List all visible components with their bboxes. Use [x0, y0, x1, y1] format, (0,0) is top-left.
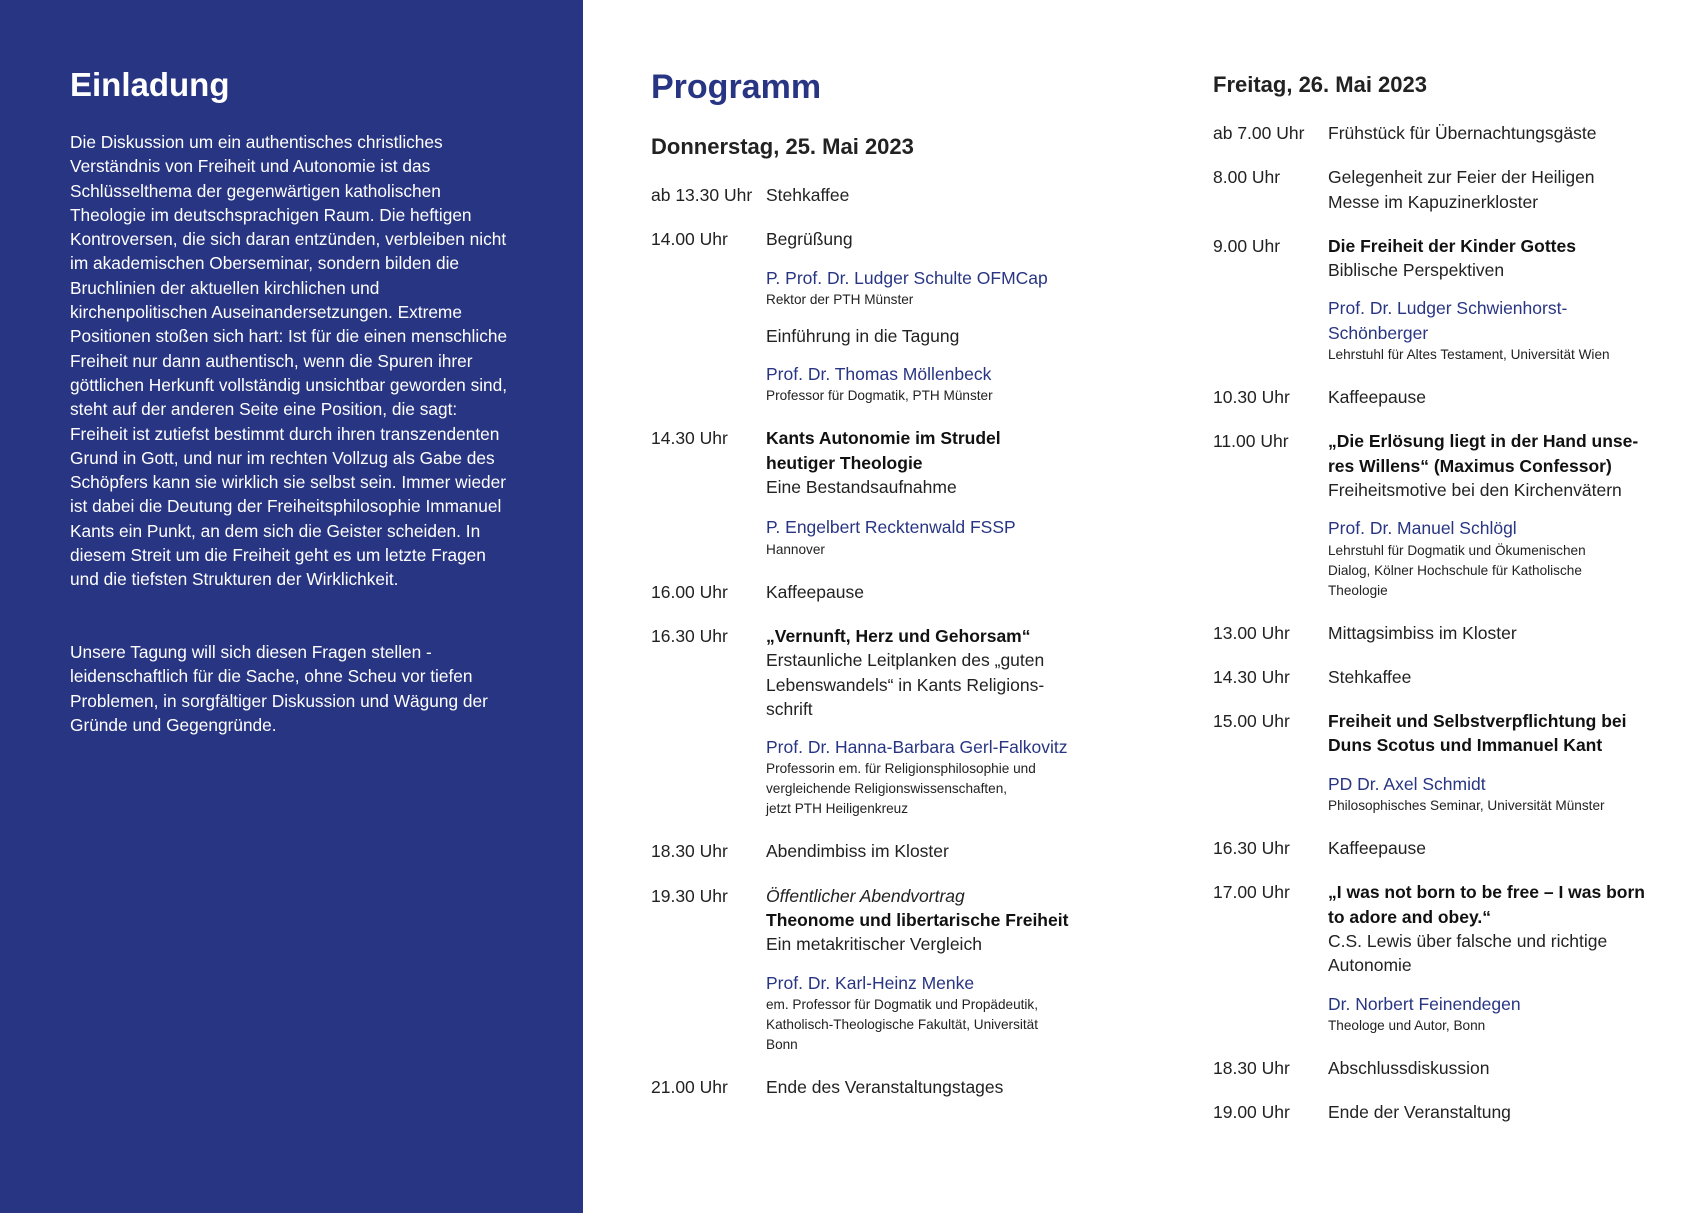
- speaker-name: Prof. Dr. Karl-Heinz Menke: [766, 972, 975, 993]
- schedule-entry: [651, 884, 1101, 1055]
- schedule-entry: [651, 624, 1101, 819]
- schedule-entry: [1213, 709, 1663, 816]
- talk-subtitle: Lebenswandels“ in Kants Religions-: [766, 674, 1045, 695]
- speaker-name: Schönberger: [1328, 322, 1429, 343]
- entry-text: Begrüßung: [766, 229, 853, 250]
- speaker-affiliation: Katholisch-Theologische Fakultät, Universität: [766, 1016, 1039, 1032]
- talk-title: res Willens“ (Maximus Confessor): [1328, 455, 1612, 476]
- entry-time: 19.30 Uhr: [651, 885, 728, 906]
- speaker-affiliation: vergleichende Religionswissenschaften,: [766, 781, 1008, 797]
- entry-time: 11.00 Uhr: [1213, 431, 1289, 452]
- talk-subtitle: schrift: [766, 698, 813, 719]
- schedule-entry: [1213, 665, 1663, 689]
- speaker-affiliation: Rektor der PTH Münster: [766, 291, 914, 307]
- entry-text: Stehkaffee: [1328, 666, 1412, 687]
- day1-schedule: [651, 183, 1101, 1119]
- entry-time: 16.30 Uhr: [1213, 838, 1290, 859]
- entry-time: 18.30 Uhr: [651, 841, 728, 862]
- entry-text: Einführung in die Tagung: [766, 325, 960, 346]
- schedule-entry: [1213, 234, 1663, 365]
- intro-paragraph: Unsere Tagung will sich diesen Fragen stellen - leidenschaftlich für die Sache, ohne Scheu vor tiefen Problemen, in sorgfältiger Diskussion und Wägung der Gründe und Gegengründe.: [70, 642, 488, 735]
- entry-text: Mittagsimbiss im Kloster: [1328, 622, 1517, 643]
- schedule-entry: [651, 580, 1101, 604]
- schedule-entry: [1213, 1100, 1663, 1124]
- speaker-name: P. Engelbert Recktenwald FSSP: [766, 517, 1016, 538]
- talk-title: Kants Autonomie im Strudel: [766, 428, 1001, 449]
- talk-title: Die Freiheit der Kinder Gottes: [1328, 235, 1576, 256]
- speaker-affiliation: Lehrstuhl für Dogmatik und Ökumenischen: [1328, 542, 1586, 558]
- entry-text: Kaffeepause: [1328, 387, 1426, 408]
- schedule-entry: [1213, 836, 1663, 860]
- speaker-affiliation: Theologie: [1328, 582, 1388, 598]
- entry-text: Ende der Veranstaltung: [1328, 1102, 1511, 1123]
- talk-title: heutiger Theologie: [766, 452, 923, 473]
- schedule-entry: [1213, 429, 1663, 600]
- day-heading: Donnerstag, 25. Mai 2023: [651, 134, 914, 159]
- talk-subtitle: Biblische Perspektiven: [1328, 260, 1505, 281]
- speaker-affiliation: Philosophisches Seminar, Universität Münster: [1328, 798, 1605, 814]
- entry-time: 14.30 Uhr: [651, 428, 728, 449]
- entry-text: Messe im Kapuzinerkloster: [1328, 191, 1539, 212]
- schedule-entry: [651, 183, 1101, 207]
- talk-title: to adore and obey.“: [1328, 906, 1492, 927]
- entry-time: 14.00 Uhr: [651, 229, 728, 250]
- entry-text: Gelegenheit zur Feier der Heiligen: [1328, 167, 1595, 188]
- speaker-affiliation: Theologe und Autor, Bonn: [1328, 1017, 1486, 1033]
- speaker-affiliation: Bonn: [766, 1036, 798, 1052]
- talk-subtitle: Freiheitsmotive bei den Kirchenvätern: [1328, 479, 1622, 500]
- talk-title: „I was not born to be free – I was born: [1328, 882, 1645, 903]
- invitation-title: Einladung: [70, 66, 230, 103]
- entry-time: 17.00 Uhr: [1213, 882, 1290, 903]
- schedule-entry: [651, 227, 1101, 406]
- speaker-name: PD Dr. Axel Schmidt: [1328, 773, 1486, 794]
- talk-title: „Vernunft, Herz und Gehorsam“: [766, 625, 1031, 646]
- entry-time: 10.30 Uhr: [1213, 387, 1290, 408]
- talk-title: Duns Scotus und Immanuel Kant: [1328, 735, 1603, 756]
- schedule-entry: [1213, 165, 1663, 214]
- speaker-affiliation: jetzt PTH Heiligenkreuz: [766, 801, 909, 817]
- entry-text: Ende des Veranstaltungstages: [766, 1076, 1004, 1097]
- entry-time: 19.00 Uhr: [1213, 1102, 1290, 1123]
- speaker-affiliation: Professorin em. für Religionsphilosophie und: [766, 761, 1036, 777]
- entry-text: Frühstück für Übernachtungsgäste: [1328, 123, 1597, 143]
- entry-time: ab 7.00 Uhr: [1213, 123, 1305, 143]
- talk-title: Freiheit und Selbstverpflichtung bei: [1328, 711, 1627, 732]
- entry-text: Stehkaffee: [766, 185, 850, 205]
- talk-subtitle: Erstaunliche Leitplanken des „guten: [766, 650, 1045, 671]
- intro-paragraph: Die Diskussion um ein authentisches christliches Verständnis von Freiheit und Autonomie ist das Schlüsselthema der gegenwärtigen katholischen Theologie im deutschsprachigen Raum. Die heftigen Kontroversen, die sich daran entzünden, verbleiben nicht im akademischen Oberseminar, sondern bilden die Bruchlinien der aktuellen kirchlichen und kirchenpolitischen Auseinandersetzungen. Extreme Positionen stoßen sich hart: Ist für die einen menschliche Freiheit nur dann authentisch, wenn die Spuren ihrer göttlichen Herkunft vollständig unsichtbar geworden sind, steht auf der anderen Seite eine Position, die sagt: Freiheit ist zutiefst bestimmt durch ihren transzendenten Grund in Gott, und nur im rechten Vollzug als Gabe des Schöpfers kann sie wirklich sie selbst sein. Immer wieder ist dabei die Deutung der Freiheitsphilosophie Immanuel Kants ein Punkt, an dem sich die Geister scheiden. In diesem Streit um die Freiheit geht es um letzte Fragen und die tiefsten Strukturen der Wirklichkeit.: [70, 132, 508, 590]
- schedule-entry: [1213, 385, 1663, 409]
- speaker-name: Dr. Norbert Feinendegen: [1328, 993, 1521, 1014]
- speaker-name: Prof. Dr. Manuel Schlögl: [1328, 518, 1517, 539]
- entry-time: 14.30 Uhr: [1213, 666, 1290, 687]
- entry-text: Abendimbiss im Kloster: [766, 841, 949, 862]
- schedule-entry: [1213, 121, 1663, 145]
- schedule-entry: [651, 426, 1101, 559]
- talk-subtitle: Ein metakritischer Vergleich: [766, 934, 982, 955]
- entry-time: 21.00 Uhr: [651, 1076, 728, 1097]
- talk-subtitle: Autonomie: [1328, 955, 1412, 976]
- day-heading: Freitag, 26. Mai 2023: [1213, 72, 1427, 97]
- entry-text: Kaffeepause: [766, 581, 864, 602]
- entry-text: Abschlussdiskussion: [1328, 1057, 1490, 1078]
- schedule-entry: [1213, 1056, 1663, 1080]
- entry-time: 8.00 Uhr: [1213, 167, 1281, 188]
- schedule-entry: [1213, 880, 1663, 1035]
- talk-kicker: Öffentlicher Abendvortrag: [766, 885, 965, 906]
- schedule-entry: [1213, 621, 1663, 645]
- entry-time: 16.00 Uhr: [651, 581, 728, 602]
- schedule-entry: [651, 839, 1101, 863]
- speaker-affiliation: Hannover: [766, 541, 825, 557]
- entry-time: 15.00 Uhr: [1213, 711, 1290, 732]
- speaker-name: Prof. Dr. Thomas Möllenbeck: [766, 364, 992, 385]
- speaker-name: Prof. Dr. Hanna-Barbara Gerl-Falkovitz: [766, 737, 1068, 758]
- speaker-affiliation: Professor für Dogmatik, PTH Münster: [766, 388, 993, 404]
- day2-schedule: [1213, 121, 1663, 1144]
- entry-text: Kaffeepause: [1328, 838, 1426, 859]
- talk-title: Theonome und libertarische Freiheit: [766, 910, 1069, 931]
- invitation-panel: [0, 0, 583, 1213]
- schedule-entry: [651, 1075, 1101, 1099]
- entry-time: ab 13.30 Uhr: [651, 185, 753, 205]
- entry-time: 13.00 Uhr: [1213, 622, 1290, 643]
- entry-time: 18.30 Uhr: [1213, 1057, 1290, 1078]
- entry-time: 16.30 Uhr: [651, 625, 728, 646]
- talk-title: „Die Erlösung liegt in der Hand unse-: [1328, 431, 1639, 452]
- entry-time: 9.00 Uhr: [1213, 235, 1281, 256]
- speaker-name: P. Prof. Dr. Ludger Schulte OFMCap: [766, 267, 1048, 288]
- speaker-affiliation: Dialog, Kölner Hochschule für Katholische: [1328, 562, 1582, 578]
- speaker-affiliation: Lehrstuhl für Altes Testament, Universität Wien: [1328, 347, 1610, 363]
- speaker-name: Prof. Dr. Ludger Schwienhorst-: [1328, 298, 1568, 319]
- program-title: Programm: [651, 68, 822, 106]
- talk-subtitle: C.S. Lewis über falsche und richtige: [1328, 930, 1608, 951]
- speaker-affiliation: em. Professor für Dogmatik und Propädeutik,: [766, 996, 1039, 1012]
- talk-subtitle: Eine Bestandsaufnahme: [766, 477, 957, 498]
